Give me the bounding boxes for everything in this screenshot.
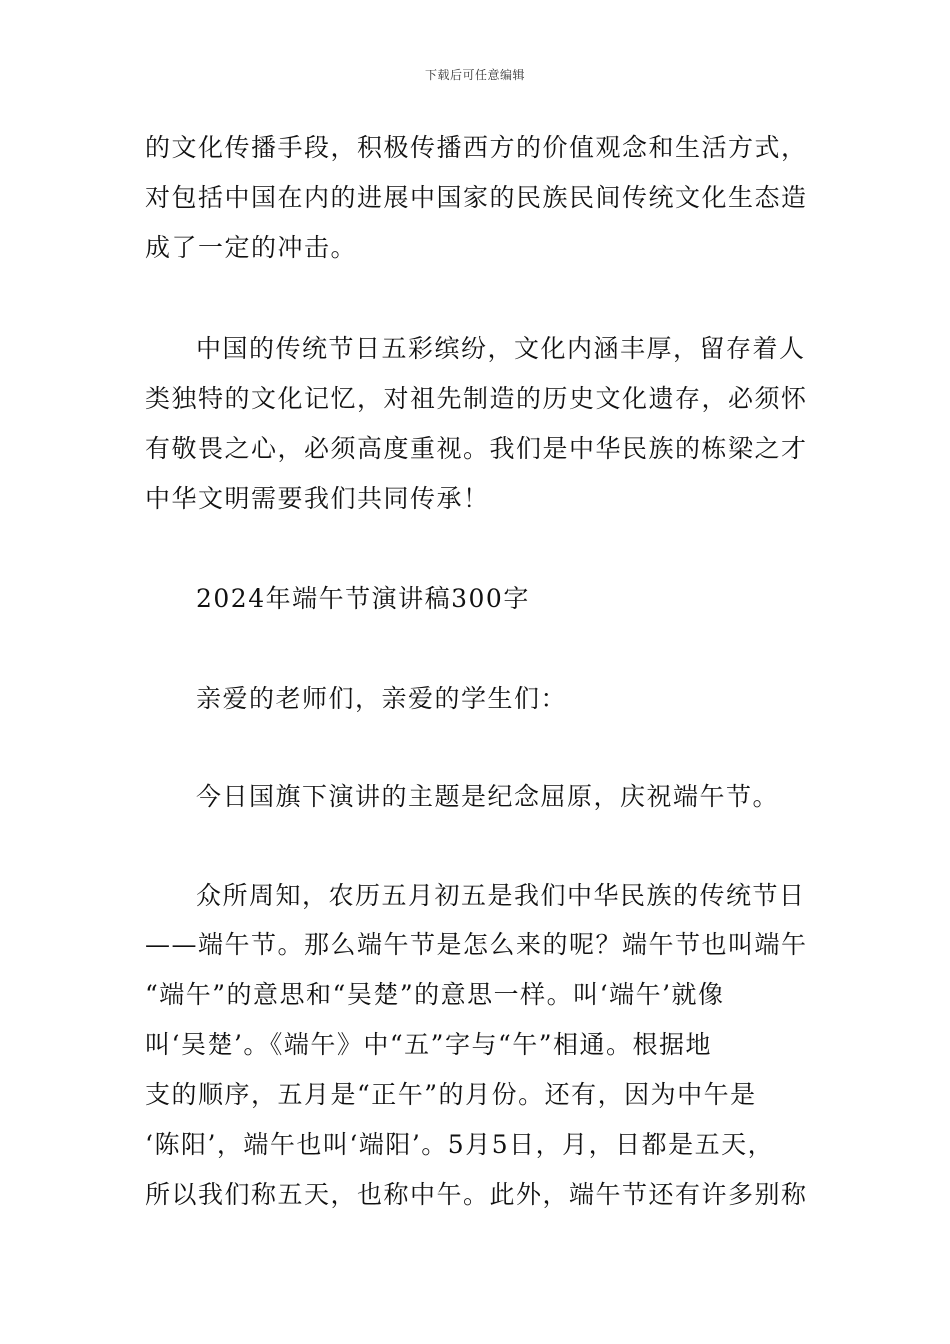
- paragraph-6-line-7: 所以我们称五天，也称中午。此外，端午节还有许多别称: [145, 1180, 808, 1209]
- paragraph-1-line-3: 成了一定的冲击。: [145, 233, 358, 262]
- paragraph-6-line-1: 众所周知，农历五月初五是我们中华民族的传统节日: [196, 881, 806, 910]
- paragraph-6-line-6: ‘陈阳’，端午也叫‘端阳’。5月5日，月，日都是五天，: [145, 1130, 775, 1159]
- paragraph-2-line-3: 有敬畏之心，必须高度重视。我们是中华民族的栋梁之才: [145, 434, 808, 463]
- paragraph-1-line-2: 对包括中国在内的进展中国家的民族民间传统文化生态造: [145, 183, 808, 212]
- paragraph-6-line-3: “端午”的意思和“吴楚”的意思一样。叫‘端午’就像: [145, 980, 725, 1009]
- paragraph-5-line-1: 今日国旗下演讲的主题是纪念屈原，庆祝端午节。: [196, 782, 780, 811]
- section-title: 2024年端午节演讲稿300字: [196, 584, 530, 613]
- paragraph-2-line-1: 中国的传统节日五彩缤纷，文化内涵丰厚，留存着人: [196, 334, 806, 363]
- paragraph-6-line-2: ——端午节。那么端午节是怎么来的呢？端午节也叫端午: [145, 930, 808, 959]
- paragraph-6-line-4: 叫‘吴楚’。《端午》中“五”字与“午”相通。根据地: [145, 1030, 713, 1059]
- paragraph-2-line-2: 类独特的文化记忆，对祖先制造的历史文化遗存，必须怀: [145, 384, 808, 413]
- paragraph-6-line-5: 支的顺序，五月是“正午”的月份。还有，因为中午是: [145, 1080, 757, 1109]
- paragraph-2-line-4: 中华文明需要我们共同传承！: [145, 484, 490, 513]
- salutation: 亲爱的老师们，亲爱的学生们：: [196, 684, 568, 713]
- page-header: 下载后可任意编辑: [424, 68, 525, 82]
- paragraph-1-line-1: 的文化传播手段，积极传播西方的价值观念和生活方式，: [145, 133, 808, 162]
